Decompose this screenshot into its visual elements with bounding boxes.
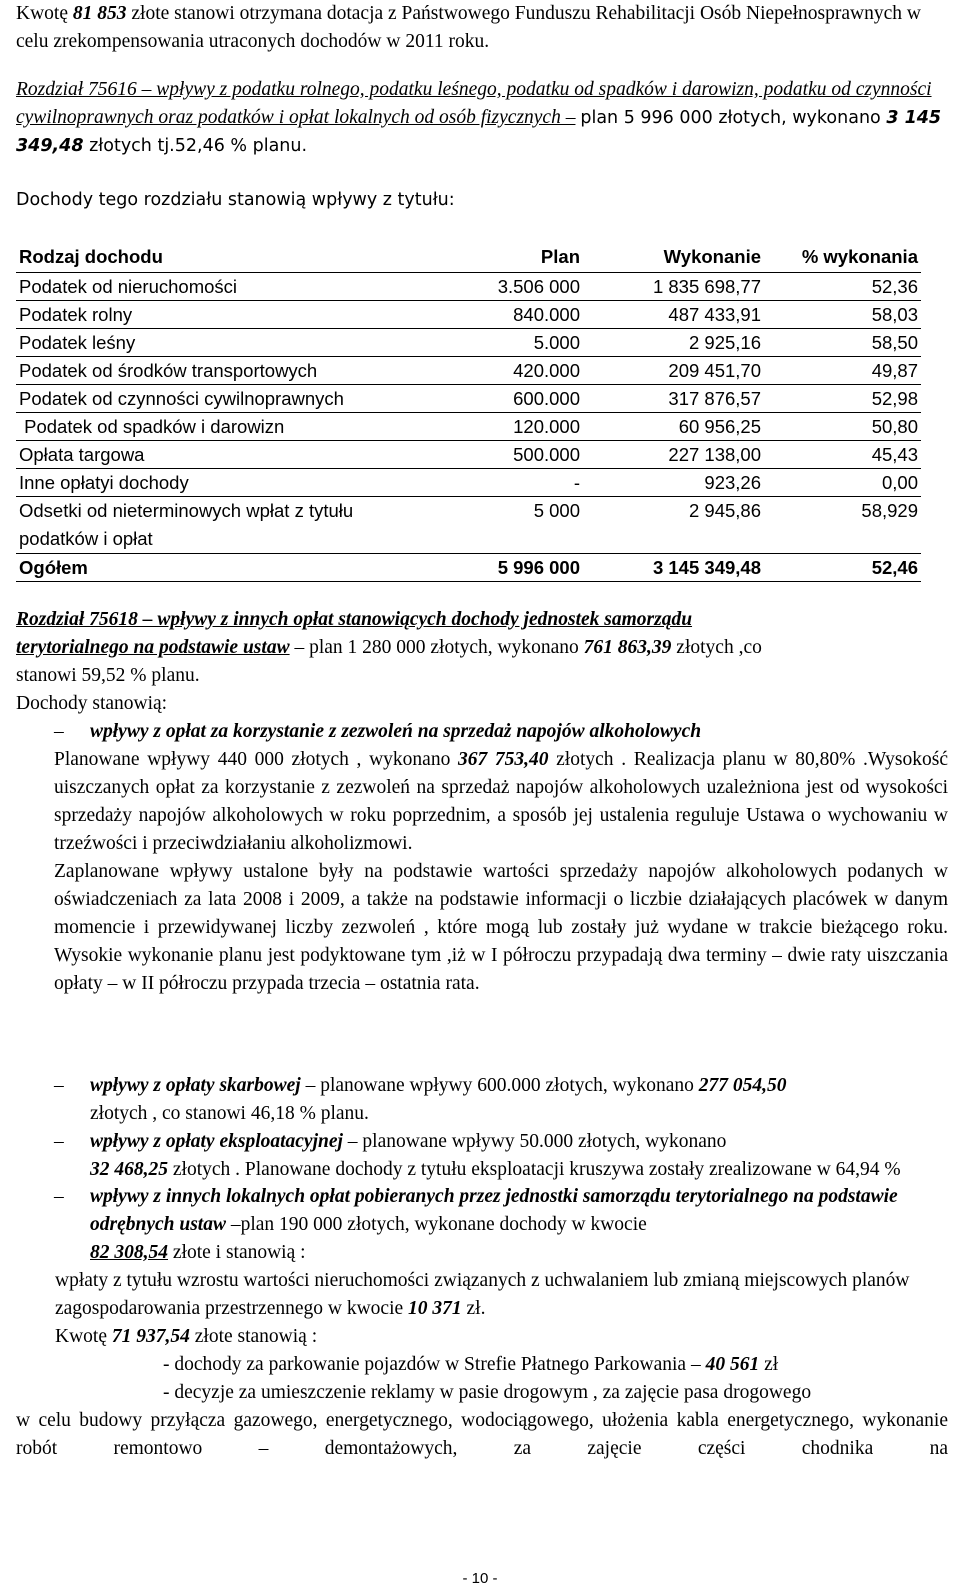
table-row [16,357,921,385]
stamp-duty-title: wpływy z opłaty skarbowej [90,1075,301,1096]
cell-plan: 120.000 [442,413,583,441]
parking-line [163,1351,948,1379]
wplaty-text: wpłaty z tytułu wzrostu wartości nieruchomości związanych z uchwalaniem lub zmianą miejscowych planów zagospodarowania przestrzennego w kwocie [55,1270,910,1319]
alcohol-paragraph-2: Zaplanowane wpływy ustalone były na podstawie wartości sprzedaży napojów alkoholowych podanych w oświadczeniach za lata 2008 i 2009, a także na podstawie informacji o liczbie działających placówek w danym momencie i przewidywanej liczby zezwoleń , które mogą lub zostały już wydane w trakcie bieżącego roku. Wysokie wykonanie planu jest podyktowane tym ,iż w I półroczu przypadają dwa terminy – dwie raty uiszczania opłaty – w II półroczu przypada trzecia – ostatnia rata. [54,861,948,994]
alcohol-section [16,718,948,998]
alcohol-p1-amount: 367 753,40 [457,749,549,770]
r75618-lead: Dochody stanowią: [16,693,168,714]
col-header-pct: % wykonania [764,242,921,273]
cell-exec: 209 451,70 [583,357,764,385]
cell-pct: 49,87 [764,357,921,385]
kwote-paragraph [55,1323,948,1351]
odsetki-label-1: Odsetki od nieterminowych wpłat z tytułu [19,500,354,521]
kwote-pre: Kwotę [55,1326,112,1347]
r75616-heading-paragraph [16,76,948,160]
cell-pct: 50,80 [764,413,921,441]
alcohol-paragraph-1 [16,746,948,858]
table-row [16,469,921,497]
dash-bullet: – [54,1186,64,1207]
alcohol-p1-pre: Planowane wpływy 440 000 złotych , wykonano [54,749,458,770]
table-row [16,385,921,413]
r75616-lead: Dochody tego rozdziału stanowią wpływy z tytułu: [16,190,455,210]
col-header-plan: Plan [442,242,583,273]
cell-exec: 317 876,57 [583,385,764,413]
stamp-duty-paragraph [16,1072,948,1128]
odsetki-label-2: podatków i opłat [19,528,153,549]
table-row [16,273,921,301]
total-exec: 3 145 349,48 [583,554,764,582]
kwote-amount: 71 937,54 [111,1326,190,1347]
stamp-duty-text: – planowane wpływy 600.000 złotych, wykonano [300,1075,699,1096]
col-header-exec: Wykonanie [583,242,764,273]
exploitation-text: – planowane wpływy 50.000 złotych, wykonano [342,1131,727,1152]
exploitation-section [16,1128,948,1184]
local-fees-text: –plan 190 000 złotych, wykonane dochody w kwocie [225,1214,647,1235]
cell-plan: 420.000 [442,357,583,385]
cell-type: Podatek leśny [16,329,442,357]
total-pct: 52,46 [764,554,921,582]
cell-plan: 5.000 [442,329,583,357]
cell-exec: 923,26 [583,469,764,497]
alcohol-title: wpływy z opłat za korzystanie z zezwoleń na sprzedaż napojów alkoholowych [90,721,702,742]
exploitation-paragraph [16,1128,948,1184]
cell-plan: 840.000 [442,301,583,329]
stamp-duty-amount: 277 054,50 [698,1075,787,1096]
local-fees-paragraph [16,1183,948,1267]
r75618-plan-post: złotych ,co [671,637,762,658]
intro-text-rest: złote stanowi otrzymana dotacja z Państwowego Funduszu Rehabilitacji Osób Niepełnosprawnych w celu zrekompensowania utraconych dochodów w 2011 roku. [16,3,921,52]
intro-amount: 81 853 [72,3,127,24]
wplaty-post: zł. [461,1298,486,1319]
cell-pct: 58,03 [764,301,921,329]
cell-pct: 58,929 [764,497,921,554]
wplaty-paragraph [55,1267,948,1323]
cell-pct: 58,50 [764,329,921,357]
table-row [16,441,921,469]
cell-exec: 227 138,00 [583,441,764,469]
r75618-plan: – plan 1 280 000 złotych, wykonano [289,637,584,658]
local-fees-section [16,1183,948,1267]
cell-exec: 2 925,16 [583,329,764,357]
cell-type: Inne opłatyi dochody [16,469,442,497]
parking-amount: 40 561 [705,1354,760,1375]
income-table [16,242,921,582]
decisions-line-1: - decyzje za umieszczenie reklamy w pasie drogowym , za zajęcie pasa drogowego [163,1382,812,1403]
cell-pct: 0,00 [764,469,921,497]
cell-type: Podatek od czynności cywilnoprawnych [16,385,442,413]
stamp-duty-line2: złotych , co stanowi 46,18 % planu. [90,1103,369,1124]
cell-exec: 1 835 698,77 [583,273,764,301]
cell-plan: 600.000 [442,385,583,413]
local-fees-title: wpływy z innych lokalnych opłat pobieranych przez jednostki samorządu terytorialnego na podstawie odrębnych ustaw [90,1186,898,1235]
table-header-row [16,242,921,273]
r75618-plan-line2: stanowi 59,52 % planu. [16,665,200,686]
cell-plan: 500.000 [442,441,583,469]
r75618-heading-2: terytorialnego na podstawie ustaw [16,637,290,658]
exploitation-post: złotych . Planowane dochody z tytułu eksploatacji kruszywa zostały zrealizowane w 64,94 % [168,1159,901,1180]
dash-bullet: – [54,721,64,742]
cell-exec: 487 433,91 [583,301,764,329]
cell-type: Podatek od środków transportowych [16,357,442,385]
r75616-plan: plan 5 996 000 złotych, wykonano [580,108,887,128]
table-total-row [16,554,921,582]
table-row [16,301,921,329]
cell-type [16,497,442,554]
kwote-post: złote stanowią : [189,1326,318,1347]
cell-plan: - [442,469,583,497]
cell-pct: 45,43 [764,441,921,469]
cell-type: Podatek od nieruchomości [16,273,442,301]
total-plan: 5 996 000 [442,554,583,582]
cell-plan: 5 000 [442,497,583,554]
parking-text: - dochody za parkowanie pojazdów w Strefie Płatnego Parkowania – [163,1354,706,1375]
local-fees-amount: 82 308,54 [90,1242,168,1263]
table-row-odsetki [16,497,921,554]
cell-type: Opłata targowa [16,441,442,469]
cell-exec: 60 956,25 [583,413,764,441]
r75616-heading-text: Rozdział 75616 – wpływy z podatku rolnego, podatku leśnego, podatku od spadków i darowizn, podatku od czynności cywilnoprawnych oraz podatków i opłat lokalnych od osób fizycznych – [16,79,932,128]
decisions-line-2: w celu budowy przyłącza gazowego, energetycznego, wodociągowego, ułożenia kabla energetycznego, wykonanie robót remontowo – demontażowych, za zajęcie części chodnika na [16,1410,948,1459]
dash-bullet: – [54,1131,64,1152]
exploitation-amount: 32 468,25 [90,1159,168,1180]
cell-exec: 2 945,86 [583,497,764,554]
alcohol-p1-post: złotych . Realizacja planu w 80,80% .Wysokość uiszczanych opłat za korzystanie z zezwoleń na sprzedaż napojów alkoholowych uzależniona jest od wysokości sprzedaży napojów alkoholowych w roku poprzednim, a sposób jej ustalenia reguluje Ustawa o wychowaniu w trzeźwości i przeciwdziałaniu alkoholizmowi. [54,749,948,854]
r75616-plan-amount: 3 145 349,48 [16,108,942,156]
total-label: Ogółem [16,554,442,582]
intro-paragraph [16,0,948,56]
dash-bullet: – [54,1075,64,1096]
exploitation-title: wpływy z opłaty eksploatacyjnej [90,1131,343,1152]
r75618-heading-paragraph [16,606,948,718]
wplaty-amount: 10 371 [408,1298,462,1319]
cell-pct: 52,98 [764,385,921,413]
local-fees-post: złote i stanowią : [168,1242,306,1263]
r75616-plan-post: złotych tj.52,46 % planu. [83,136,308,156]
r75618-heading-1: Rozdział 75618 – wpływy z innych opłat stanowiących dochody jednostek samorządu [16,609,693,630]
cell-type: Podatek rolny [16,301,442,329]
cell-type: Podatek od spadków i darowizn [16,413,442,441]
page-number: - 10 - [462,1570,498,1587]
table-row [16,329,921,357]
r75618-plan-amount: 761 863,39 [583,637,672,658]
table-row [16,413,921,441]
stamp-duty-section [16,1072,948,1128]
intro-text: Kwotę [16,3,73,24]
cell-pct: 52,36 [764,273,921,301]
parking-post: zł [759,1354,779,1375]
cell-plan: 3.506 000 [442,273,583,301]
col-header-type: Rodzaj dochodu [16,242,442,273]
